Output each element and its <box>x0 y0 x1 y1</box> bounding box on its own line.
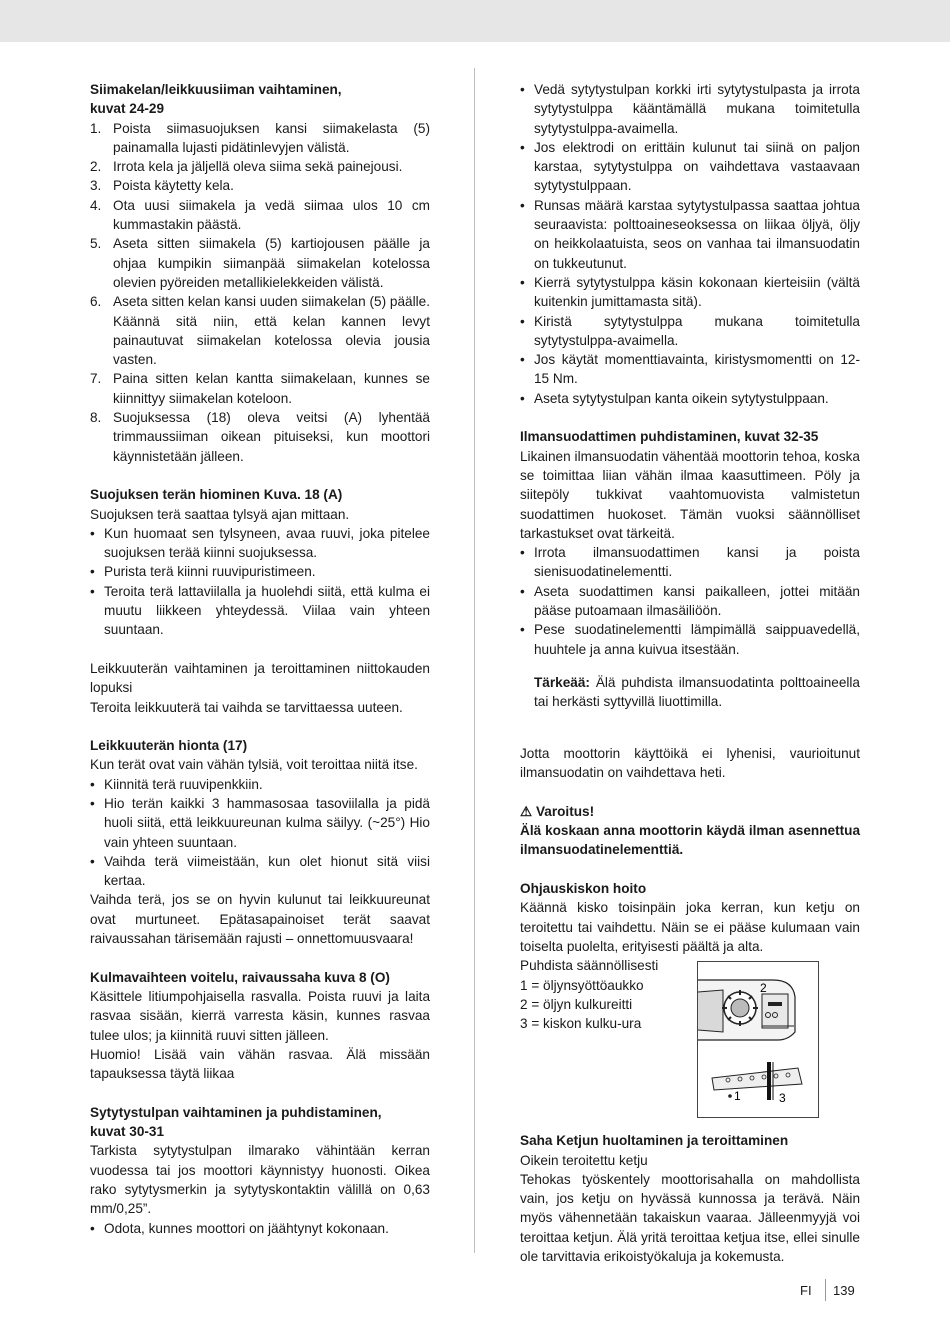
list-item <box>90 369 430 408</box>
heading-spark-plug: Sytytystulpan vaihtaminen ja puhdistaminen, <box>90 1104 382 1120</box>
list-number: 4. <box>90 197 102 213</box>
spark-plug-bullets <box>90 1219 430 1238</box>
list-item <box>90 408 430 466</box>
top-band <box>0 0 950 42</box>
blade-grinding-intro: Kun terät ovat vain vähän tylsiä, voit teroittaa niitä itse. <box>90 757 418 773</box>
list-item: • Runsas määrä karstaa sytytystulpassa saattaa johtua seuraavista: polttoaineseoksessa on liikaa öljyä, öljy on heikkolaatuista, seos on vanhaa tai ilmansuodatin on tukkeutunut. <box>520 196 860 273</box>
chain-paragraph: Tehokas työskentely moottorisahalla on mahdollista vain, jos ketju on hyvässä kunnossa ja terävä. Näin myös vähennetään takaiskun vaaraa. Jälleenmyyjä voi teroittaa ketjun. Älä yritä teroittaa ketjua itse, ellei sinulle ole tarvittavia erikoistyökaluja ja kokemusta. <box>520 1171 860 1265</box>
left-column <box>90 80 430 1238</box>
list-text: Ota uusi siimakela ja vedä siimaa ulos 10 cm kummastakin päästä. <box>113 197 430 233</box>
list-text: Aseta sitten kelan kansi uuden siimakelan (5) päälle. Käännä sitä niin, että kelan kannen levyt painautuvat siimakelan kotelossa olevia jousia vasten. <box>113 294 430 368</box>
air-filter-replace: Jotta moottorin käyttöikä ei lyhenisi, vaurioitunut ilmansuodatin on vaihdettava heti. <box>520 745 860 781</box>
cutter-blade-paragraph-2: Teroita leikkuuterä tai vaihda se tarvittaessa uuteen. <box>90 699 403 715</box>
legend-item-3: 3 = kiskon kulku-ura <box>520 1016 642 1032</box>
fig-label-1: 1 <box>734 1089 741 1104</box>
list-item: • Jos elektrodi on erittäin kulunut tai siinä on paljon karstaa, sytytystulppa on vaihdettava vastaavaan sytytystulppaan. <box>520 138 860 196</box>
list-text: Poista käytetty kela. <box>113 178 234 194</box>
list-number: 8. <box>90 410 102 426</box>
heading-blade-grinding: Leikkuuterän hionta (17) <box>90 738 248 754</box>
list-number: 7. <box>90 371 102 387</box>
list-item: • Hio terän kaikki 3 hammasosaa tasoviilalla ja pidä huoli siitä, että leikkuureunan kulma säilyy. (~25°) Hio vain yhteen suuntaan. <box>90 794 430 852</box>
list-item <box>90 292 430 369</box>
guide-bar-drawing <box>698 962 818 1117</box>
important-label: Tärkeää: <box>534 674 590 690</box>
list-item <box>90 157 430 176</box>
guard-blade-intro: Suojuksen terä saattaa tylsyä ajan mittaan. <box>90 506 350 522</box>
list-text: Poista siimasuojuksen kansi siimakelasta (5) painamalla lujasti pidätinlevyjen välistä. <box>113 120 430 155</box>
list-item <box>90 234 430 292</box>
list-item: • Irrota ilmansuodattimen kansi ja poista sienisuodatinelementti. <box>520 543 860 582</box>
list-item: • Aseta sytytystulpan kanta oikein sytytystulppaan. <box>520 389 860 408</box>
list-number: 6. <box>90 294 102 310</box>
list-number: 1. <box>90 120 102 136</box>
list-item: • Vedä sytytystulpan korkki irti sytytystulpasta ja irrota sytytystulppa kääntämällä mukana toimitetulla sytytystulppa-avaimella. <box>520 80 860 138</box>
heading-air-filter: Ilmansuodattimen puhdistaminen, kuvat 32-35 <box>520 429 819 445</box>
list-text: Irrota kela ja jäljellä oleva siima sekä painejousi. <box>113 159 403 175</box>
column-divider <box>474 68 475 1253</box>
list-item <box>90 119 430 158</box>
spark-plug-paragraph: Tarkista sytytystulpan ilmarako vähintään kerran vuodessa tai jos moottori käynnistyy huonosti. Oikea rako sytytysmerkin ja sytytyskontaktin välillä on 0,63 mm/0,25”. <box>90 1143 430 1217</box>
list-item <box>90 196 430 235</box>
list-item: • Jos käytät momenttiavainta, kiristysmomentti on 12-15 Nm. <box>520 350 860 389</box>
fig-label-3: 3 <box>779 1091 786 1106</box>
list-item: • Purista terä kiinni ruuvipuristimeen. <box>90 562 430 581</box>
page-number: 139 <box>833 1283 855 1298</box>
heading-spark-plug-figs: kuvat 30-31 <box>90 1124 165 1140</box>
list-item: • Teroita terä lattaviilalla ja huolehdi siitä, että kulma ei muutu liikkeen yhteydessä. Viilaa vain yhteen suuntaan. <box>90 582 430 640</box>
list-item: • Vaihda terä viimeistään, kun olet hionut sitä viisi kertaa. <box>90 852 430 891</box>
heading-guide-bar: Ohjauskiskon hoito <box>520 881 647 897</box>
warning-title: ⚠ Varoitus! <box>520 803 595 819</box>
blade-grinding-bullets <box>90 775 430 891</box>
list-number: 5. <box>90 236 102 252</box>
list-item: • Kiristä sytytystulppa mukana toimitetulla sytytystulppa-avaimella. <box>520 312 860 351</box>
list-number: 3. <box>90 178 102 194</box>
cutter-blade-paragraph: Leikkuuterän vaihtaminen ja teroittaminen niittokauden lopuksi <box>90 660 430 696</box>
guide-bar-section <box>520 956 860 1131</box>
blade-grinding-outro: Vaihda terä, jos se on hyvin kulunut tai leikkuureunat ovat murtuneet. Epätasapainoiset terät saavat raivaussahan tärisemään rajusti – onnettomuusvaara! <box>90 892 430 947</box>
list-item: • Kun huomaat sen tylsyneen, avaa ruuvi, joka pitelee suojuksen terää kiinni suojuksessa. <box>90 524 430 563</box>
heading-gearbox-lubrication: Kulmavaihteen voitelu, raivaussaha kuva 8 (O) <box>90 969 390 985</box>
gearbox-note: Huomio! Lisää vain vähän rasvaa. Älä missään tapauksessa täytä liikaa <box>90 1046 430 1082</box>
spark-plug-steps <box>520 80 860 408</box>
guard-blade-bullets <box>90 524 430 640</box>
list-number: 2. <box>90 159 102 175</box>
guide-bar-paragraph: Käännä kisko toisinpäin joka kerran, kun ketju on teroitettu tai vaihdettu. Näin se ei pääse kulumaan vain toiselta puolelta, erityisesti päältä ja alta. <box>520 900 860 954</box>
air-filter-intro: Likainen ilmansuodatin vähentää moottorin tehoa, koska se toimittaa liian vähän ilmaa kaasuttimeen. Pöly ja siitepöly tukkivat vaahtomuovista valmistetun suodattimen huokoset. Tämän vuoksi säännölliset tarkastukset ovat tärkeitä. <box>520 448 860 541</box>
list-text: Paina sitten kelan kantta siimakelaan, kunnes se kiinnittyy siimakelan koteloon. <box>113 371 430 406</box>
gearbox-paragraph: Käsittele litiumpohjaisella rasvalla. Poista ruuvi ja laita rasvaa sisään, kierrä varresta käsin, kunnes rasvaa tulee ulos; ja kiinnitä ruuvi sitten jälleen. <box>90 988 430 1043</box>
chain-sharpened: Oikein teroitettu ketju <box>520 1152 648 1168</box>
fig-label-2: 2 <box>760 981 767 996</box>
important-text: Älä puhdista ilmansuodatinta polttoaineella tai herkästi syttyvillä liuottimilla. <box>534 674 860 709</box>
guide-bar-illustration <box>697 961 819 1118</box>
list-item: • Kierrä sytytystulppa käsin kokonaan kierteisiin (vältä kuitenkin jumittamasta sitä). <box>520 273 860 312</box>
legend-item-2: 2 = öljyn kulkureitti <box>520 996 633 1012</box>
warning-text: Älä koskaan anna moottorin käydä ilman asennettua ilmansuodatinelementtiä. <box>520 823 860 858</box>
language-code: FI <box>800 1283 812 1298</box>
right-column <box>520 80 860 1266</box>
list-item: • Kiinnitä terä ruuvipenkkiin. <box>90 775 430 794</box>
list-item: • Odota, kunnes moottori on jäähtynyt kokonaan. <box>90 1219 430 1238</box>
list-text: Suojuksessa (18) oleva veitsi (A) lyhentää trimmaussiiman oikean pituiseksi, kun moottori käynnistetään jälleen. <box>113 410 430 464</box>
list-text: Aseta sitten siimakela (5) kartiojousen päälle ja ohjaa kumpikin siimanpää siimakelan kotelossa olevien pyöreiden metallikielekkeiden välistä. <box>113 236 430 290</box>
legend-item-1: 1 = öljynsyöttöaukko <box>520 977 644 993</box>
trimmer-line-steps <box>90 119 430 466</box>
heading-guard-blade: Suojuksen terän hiominen Kuva. 18 (A) <box>90 487 343 503</box>
clean-regularly: Puhdista säännöllisesti <box>520 958 659 974</box>
heading-trimmer-line-figs: kuvat 24-29 <box>90 101 165 117</box>
list-item <box>90 176 430 195</box>
air-filter-important <box>520 673 860 712</box>
list-item: • Aseta suodattimen kansi paikalleen, jottei mitään pääse putoamaan ilmasäiliöön. <box>520 582 860 621</box>
heading-chain-maintenance: Saha Ketjun huoltaminen ja teroittaminen <box>520 1133 789 1149</box>
list-item: • Pese suodatinelementti lämpimällä saippuavedellä, huuhtele ja anna kuivua itsestään. <box>520 620 860 659</box>
footer-separator <box>825 1279 826 1301</box>
air-filter-bullets <box>520 543 860 659</box>
heading-trimmer-line: Siimakelan/leikkuusiiman vaihtaminen, <box>90 82 342 97</box>
